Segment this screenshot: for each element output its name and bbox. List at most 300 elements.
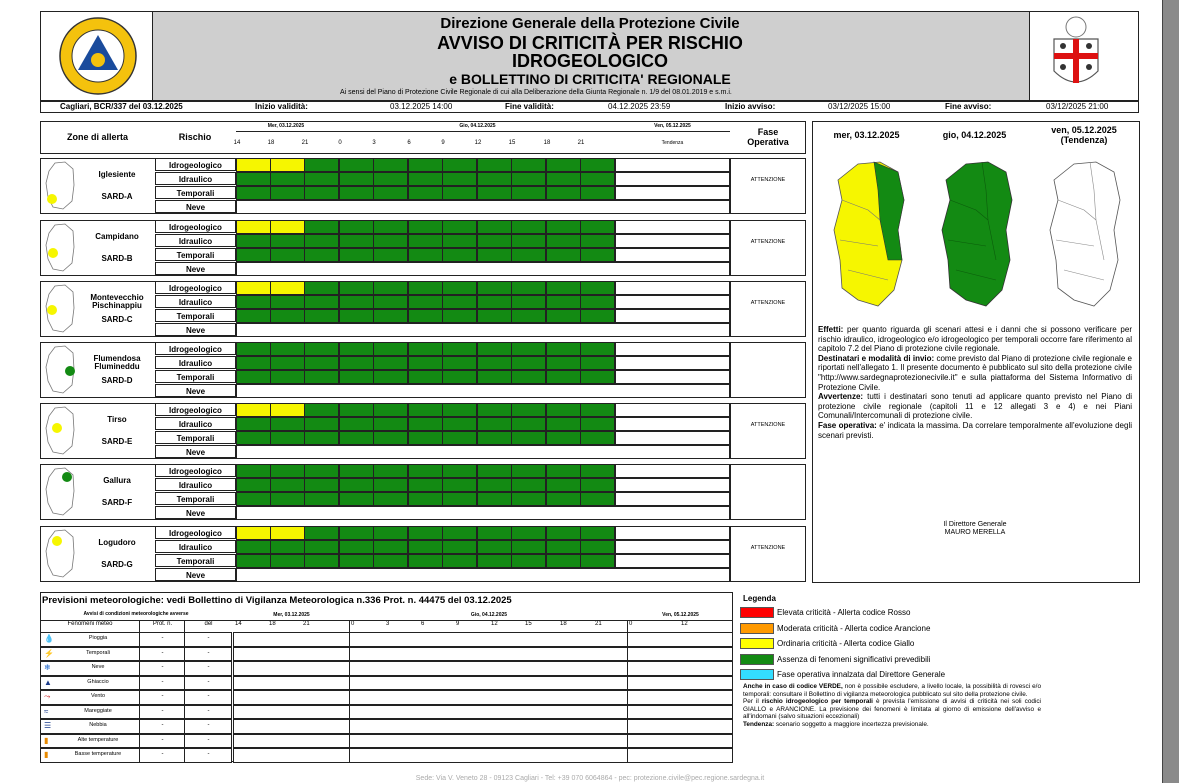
risk-cell	[236, 417, 271, 431]
tendency-cell	[615, 342, 730, 356]
risk-cell	[477, 172, 512, 186]
meteo-phenomenon-label: Neve	[91, 664, 105, 670]
risk-cell	[408, 478, 443, 492]
risk-cell	[304, 356, 339, 370]
risk-header: Rischio	[178, 132, 212, 142]
zone-code: SARD-F	[101, 498, 133, 507]
risk-cell	[580, 526, 615, 540]
risk-cell	[511, 234, 546, 248]
meteo-hour-label: 18	[269, 621, 276, 627]
risk-cell	[511, 356, 546, 370]
hour-header-label: 6	[407, 140, 411, 146]
meteo-hour-label: 21	[303, 621, 310, 627]
signature-name: MAURO MERELLA	[944, 529, 1006, 536]
snow-row-cell	[236, 384, 730, 398]
risk-cell	[270, 526, 305, 540]
risk-label: Neve	[155, 568, 236, 581]
risk-cell	[373, 220, 408, 234]
validity-end-value: 04.12.2025 23:59	[608, 102, 671, 111]
risk-cell	[270, 248, 305, 262]
risk-cell	[580, 370, 615, 384]
legend-note2-prefix: Per il	[743, 698, 762, 706]
meteo-prot-value: -	[161, 707, 164, 714]
risk-cell	[580, 281, 615, 295]
legend-note1: non è possibile escludere, a livello locale, la possibilità di rovesci e/o temporali: consultare il Bollettino di vigilanza meteorologica pubblicato sul sito della protezione civile.	[743, 683, 1041, 698]
meteo-date-value: -	[207, 649, 210, 656]
risk-cell	[511, 492, 546, 506]
risk-cell	[546, 492, 581, 506]
risk-cell	[236, 309, 271, 323]
risk-cell	[304, 492, 339, 506]
risk-cell	[580, 554, 615, 568]
risk-cell	[511, 478, 546, 492]
risk-cell	[236, 158, 271, 172]
risk-cell	[442, 526, 477, 540]
risk-cell	[477, 158, 512, 172]
risk-cell	[477, 431, 512, 445]
zone-name: Tirso	[107, 415, 127, 424]
zone-name: Montevecchio Pischinappiu	[90, 293, 144, 310]
risk-label: Idrogeologico	[155, 281, 236, 294]
zone-code: SARD-E	[101, 437, 133, 446]
risk-cell	[546, 431, 581, 445]
risk-cell	[339, 309, 374, 323]
risk-cell	[511, 295, 546, 309]
risk-cell	[546, 234, 581, 248]
risk-cell	[304, 540, 339, 554]
risk-cell	[442, 356, 477, 370]
risk-cell	[477, 526, 512, 540]
risk-cell	[339, 526, 374, 540]
meteo-prot-value: -	[161, 635, 164, 641]
phase-header-2: Operativa	[747, 137, 789, 147]
meteo-col-date: del	[204, 621, 213, 627]
meteo-col-divider	[184, 620, 185, 762]
risk-cell	[304, 403, 339, 417]
risk-label: Neve	[155, 445, 236, 458]
meteo-timeline-row	[233, 734, 733, 749]
risk-cell	[373, 478, 408, 492]
tendency-cell	[615, 417, 730, 431]
risk-cell	[270, 370, 305, 384]
risk-cell	[511, 464, 546, 478]
tendency-cell	[615, 356, 730, 370]
risk-cell	[408, 492, 443, 506]
meteo-title: Previsioni meteorologiche: vedi Bollettino di Vigilanza Meteorologica n.336 Prot. n. 44475 del 03.12.2025	[42, 595, 512, 606]
risk-cell	[546, 478, 581, 492]
risk-cell	[270, 356, 305, 370]
map-date-1: mer, 03.12.2025	[833, 130, 900, 140]
destinatari-title: Destinatari e modalità di invio:	[818, 353, 935, 363]
risk-cell	[511, 417, 546, 431]
risk-cell	[408, 431, 443, 445]
risk-cell	[511, 540, 546, 554]
risk-cell	[304, 478, 339, 492]
hour-header-label: 21	[577, 140, 585, 146]
risk-cell	[408, 158, 443, 172]
risk-label: Idraulico	[155, 417, 236, 430]
notes-text	[818, 325, 1132, 440]
phase-value: ATTENZIONE	[750, 545, 786, 551]
risk-cell	[408, 186, 443, 200]
zone-name: Campidano	[95, 232, 139, 241]
risk-label: Neve	[155, 506, 236, 519]
risk-cell	[236, 295, 271, 309]
risk-label: Idrogeologico	[155, 464, 236, 477]
legend-swatch	[740, 669, 774, 680]
map-date-3-tendency: (Tendenza)	[1060, 135, 1108, 145]
risk-cell	[442, 370, 477, 384]
risk-cell	[236, 431, 271, 445]
risk-cell	[373, 309, 408, 323]
meteo-day-divider	[627, 620, 628, 762]
meteo-phenomenon-label: Ghiaccio	[87, 678, 109, 685]
risk-cell	[546, 158, 581, 172]
meteo-date-value: -	[207, 664, 210, 670]
risk-label: Temporali	[155, 431, 236, 444]
phase-cell	[730, 220, 806, 276]
zone-name: Gallura	[103, 476, 131, 485]
zone-code: SARD-B	[101, 254, 133, 263]
meteo-timeline-row	[233, 690, 733, 705]
risk-cell	[408, 540, 443, 554]
map-date-3: ven, 05.12.2025	[1051, 125, 1117, 135]
risk-cell	[373, 342, 408, 356]
risk-cell	[270, 492, 305, 506]
risk-cell	[511, 186, 546, 200]
legend-item-label: Fase operativa innalzata dal Direttore Generale	[777, 670, 946, 679]
risk-cell	[580, 186, 615, 200]
risk-cell	[339, 158, 374, 172]
risk-cell	[477, 342, 512, 356]
risk-cell	[408, 220, 443, 234]
zone-code: SARD-G	[101, 560, 133, 569]
risk-cell	[304, 172, 339, 186]
meteo-day-divider	[349, 620, 350, 762]
risk-cell	[236, 370, 271, 384]
risk-cell	[477, 281, 512, 295]
risk-cell	[546, 464, 581, 478]
header-subtitle: Ai sensi del Piano di Protezione Civile Regionale di cui alla Deliberazione della Giunta Regionale n. 1/9 del 08.01.2019 e s.m.i.	[340, 89, 732, 96]
risk-label: Idraulico	[155, 234, 236, 247]
risk-cell	[304, 186, 339, 200]
risk-cell	[270, 403, 305, 417]
risk-cell	[236, 248, 271, 262]
hour-header-label: 18	[543, 140, 551, 146]
risk-cell	[408, 342, 443, 356]
risk-label: Temporali	[155, 370, 236, 383]
footer-text: Sede: Via V. Veneto 28 - 09123 Cagliari - Tel: +39 070 6064864 - pec: protezione.civile@pec.regione.sardegna.it	[415, 775, 765, 782]
risk-cell	[580, 478, 615, 492]
risk-cell	[477, 295, 512, 309]
legend-note3: scenario soggetto a maggiore incertezza previsionale.	[774, 720, 929, 728]
risk-cell	[408, 526, 443, 540]
legend-note2-title: rischio idrogeologico per temporali	[761, 698, 873, 706]
meteo-hour-label: 18	[560, 621, 567, 627]
risk-cell	[339, 342, 374, 356]
phase-cell	[730, 281, 806, 337]
sardinia-map-day2	[936, 160, 1018, 308]
day1-header: Mer, 03.12.2025	[267, 123, 305, 129]
risk-cell	[477, 478, 512, 492]
risk-cell	[270, 295, 305, 309]
hour-header-label: 12	[474, 140, 482, 146]
risk-cell	[546, 403, 581, 417]
phase-header-1: Fase	[757, 127, 779, 137]
risk-label: Temporali	[155, 492, 236, 505]
risk-label: Idraulico	[155, 478, 236, 491]
risk-cell	[442, 281, 477, 295]
phase-value: ATTENZIONE	[750, 300, 786, 306]
legend-note2: è prevista l'emissione di avvisi di criticità nei soli codici GIALLO e ARANCIONE. La previsione dei fenomeni è limitata al giorno di emissione dell'avviso e all'indomani (salvo situazioni eccezionali)	[743, 698, 1041, 721]
phase-cell	[730, 403, 806, 459]
risk-label: Temporali	[155, 186, 236, 199]
meteo-prot-value: -	[161, 664, 164, 670]
risk-label: Neve	[155, 384, 236, 397]
risk-cell	[373, 172, 408, 186]
meteo-timeline-row	[233, 705, 733, 720]
risk-cell	[408, 281, 443, 295]
zone-mini-map-icon	[43, 223, 77, 273]
risk-cell	[408, 356, 443, 370]
meteo-hour-label: 14	[235, 621, 242, 627]
risk-cell	[580, 309, 615, 323]
risk-cell	[373, 492, 408, 506]
risk-cell	[580, 403, 615, 417]
tendency-cell	[615, 431, 730, 445]
risk-cell	[304, 295, 339, 309]
risk-cell	[236, 220, 271, 234]
risk-cell	[270, 158, 305, 172]
risk-cell	[373, 295, 408, 309]
zone-code: SARD-A	[101, 192, 133, 201]
tendency-cell	[615, 492, 730, 506]
snow-row-cell	[236, 200, 730, 214]
risk-cell	[408, 295, 443, 309]
legend-item-label: Moderata criticità - Allerta codice Arancione	[777, 623, 931, 633]
risk-cell	[373, 234, 408, 248]
risk-cell	[339, 464, 374, 478]
risk-label: Idrogeologico	[155, 158, 236, 171]
risk-cell	[339, 172, 374, 186]
risk-cell	[373, 281, 408, 295]
meteo-date-value: -	[207, 693, 210, 699]
risk-cell	[442, 220, 477, 234]
risk-cell	[304, 431, 339, 445]
risk-cell	[546, 295, 581, 309]
hour-header-label: 18	[267, 140, 275, 146]
risk-cell	[236, 526, 271, 540]
hour-header-label: 21	[301, 140, 309, 146]
notice-start-value: 03/12/2025 15:00	[828, 102, 891, 111]
legend-swatch	[740, 638, 774, 649]
risk-label: Temporali	[155, 554, 236, 567]
risk-cell	[477, 248, 512, 262]
risk-cell	[477, 417, 512, 431]
legend-swatch	[740, 654, 774, 665]
map-date-2: gio, 04.12.2025	[942, 130, 1007, 140]
risk-cell	[339, 554, 374, 568]
meteo-phenomenon-label: Vento	[90, 693, 106, 699]
meteo-phenomenon-label: Pioggia	[88, 635, 108, 641]
zone-mini-map-icon	[43, 161, 77, 211]
notice-end-label: Fine avviso:	[945, 102, 992, 111]
effetti-title: Effetti:	[818, 325, 844, 334]
meteo-day2: Gio, 04.12.2025	[470, 612, 508, 618]
meteo-date-value: -	[207, 722, 210, 728]
notice-start-label: Inizio avviso:	[725, 102, 776, 111]
risk-cell	[236, 554, 271, 568]
risk-cell	[270, 172, 305, 186]
risk-cell	[442, 295, 477, 309]
destinatari-text: come previsto dal Piano di protezione civile regionale e riportati nell'allegato 1. Il presente documento è pubblicato sul sito della protezione civile "http://www.sardegnaprotezionecivile.it" e sulla piattaforma del Sistema Informativo di Protezione Civile.	[818, 353, 1132, 392]
zone-code: SARD-C	[101, 315, 133, 324]
risk-cell	[511, 172, 546, 186]
meteo-prot-value: -	[161, 678, 164, 685]
risk-cell	[511, 281, 546, 295]
risk-cell	[270, 540, 305, 554]
avvertenze-text: tutti i destinatari sono tenuti ad applicare quanto previsto nel Piano di protezione civile regionale (capitoli 11 e 12 allegati 3 e 4) e nei Piani Comunali/Intercomunali di protezione civile.	[818, 392, 1132, 421]
sardinia-map-day1	[828, 160, 910, 308]
risk-cell	[546, 220, 581, 234]
risk-cell	[373, 526, 408, 540]
meteo-hour-label: 3	[386, 621, 390, 627]
zone-mini-map-icon	[43, 284, 77, 334]
risk-cell	[580, 158, 615, 172]
meteo-col-phenomena: Fenomeni meteo	[67, 621, 113, 627]
risk-cell	[270, 417, 305, 431]
risk-cell	[270, 342, 305, 356]
risk-cell	[546, 540, 581, 554]
avvertenze-title: Avvertenze:	[818, 392, 864, 402]
risk-cell	[408, 248, 443, 262]
snow-row-cell	[236, 506, 730, 520]
risk-cell	[580, 492, 615, 506]
risk-cell	[477, 234, 512, 248]
risk-cell	[511, 403, 546, 417]
risk-cell	[270, 186, 305, 200]
meteo-hour-label: 0	[629, 621, 633, 627]
validity-start-label: Inizio validità:	[255, 102, 308, 111]
risk-cell	[408, 417, 443, 431]
validity-start-value: 03.12.2025 14:00	[390, 102, 453, 111]
risk-cell	[304, 234, 339, 248]
fase-text: e' indicata la massima. Da correlare temporalmente all'evoluzione degli scenari previsti.	[818, 420, 1132, 440]
risk-cell	[339, 295, 374, 309]
notice-end-value: 03/12/2025 21:00	[1046, 102, 1109, 111]
risk-cell	[339, 234, 374, 248]
meteo-hour-label: 0	[351, 621, 355, 627]
meteo-prot-value: -	[161, 751, 164, 757]
risk-cell	[546, 370, 581, 384]
tendency-cell	[615, 526, 730, 540]
risk-cell	[373, 186, 408, 200]
legend-note3-title: Tendenza:	[743, 720, 775, 728]
drop-icon: 💧	[44, 634, 54, 643]
ice-icon: ▲	[44, 677, 52, 687]
tendency-cell	[615, 281, 730, 295]
snowflake-icon: ❄	[44, 663, 51, 672]
meteo-timeline-row	[233, 719, 733, 734]
risk-cell	[270, 478, 305, 492]
risk-cell	[408, 309, 443, 323]
risk-cell	[546, 356, 581, 370]
thermometer-cold-icon: ▮	[44, 750, 49, 759]
meteo-head-divider	[40, 620, 733, 621]
phase-value: ATTENZIONE	[750, 177, 786, 183]
risk-cell	[236, 492, 271, 506]
legend-title: Legenda	[743, 594, 776, 603]
risk-cell	[304, 342, 339, 356]
meteo-col-divider	[139, 620, 140, 762]
zone-code: SARD-D	[101, 376, 133, 385]
risk-cell	[546, 526, 581, 540]
risk-cell	[477, 464, 512, 478]
tendency-cell	[615, 464, 730, 478]
risk-cell	[236, 356, 271, 370]
meteo-date-value: -	[207, 736, 210, 743]
legend-swatch	[740, 607, 774, 618]
tendency-cell	[615, 234, 730, 248]
risk-cell	[304, 281, 339, 295]
meteo-phenomenon-label: Nebbia	[89, 722, 107, 728]
risk-cell	[373, 540, 408, 554]
day2-header: Gio, 04.12.2025	[459, 123, 496, 129]
meteo-hour-label: 12	[491, 621, 498, 627]
risk-cell	[442, 234, 477, 248]
hour-header-label: 3	[372, 140, 376, 146]
risk-cell	[442, 464, 477, 478]
meteo-prot-value: -	[161, 649, 164, 656]
risk-cell	[270, 220, 305, 234]
risk-cell	[442, 342, 477, 356]
risk-cell	[373, 370, 408, 384]
meteo-hour-label: 6	[421, 621, 425, 627]
header-line4: e BOLLETTINO DI CRITICITA' REGIONALE	[449, 71, 731, 87]
sardinia-coat-of-arms-icon	[1046, 15, 1106, 95]
risk-cell	[442, 186, 477, 200]
phase-cell	[730, 158, 806, 214]
risk-cell	[580, 417, 615, 431]
risk-label: Idraulico	[155, 172, 236, 185]
risk-cell	[304, 220, 339, 234]
risk-cell	[373, 248, 408, 262]
phase-cell	[730, 464, 806, 520]
risk-cell	[236, 281, 271, 295]
risk-cell	[304, 158, 339, 172]
meteo-date-value: -	[207, 678, 210, 685]
risk-cell	[442, 248, 477, 262]
risk-cell	[477, 356, 512, 370]
tendency-cell	[615, 220, 730, 234]
zone-header: Zone di allerta	[66, 132, 128, 142]
risk-cell	[339, 417, 374, 431]
risk-cell	[236, 186, 271, 200]
meteo-day3: Ven, 05.12.2025	[662, 612, 699, 618]
risk-cell	[580, 356, 615, 370]
risk-cell	[373, 431, 408, 445]
hour-header-label: 0	[338, 140, 342, 146]
meteo-date-value: -	[207, 635, 210, 641]
risk-cell	[442, 540, 477, 554]
tendency-cell	[615, 370, 730, 384]
risk-cell	[442, 417, 477, 431]
risk-cell	[236, 234, 271, 248]
risk-cell	[373, 464, 408, 478]
legend-notes	[743, 683, 1041, 729]
tendency-cell	[615, 158, 730, 172]
meteo-col-prot: Prot. n.	[152, 621, 173, 627]
